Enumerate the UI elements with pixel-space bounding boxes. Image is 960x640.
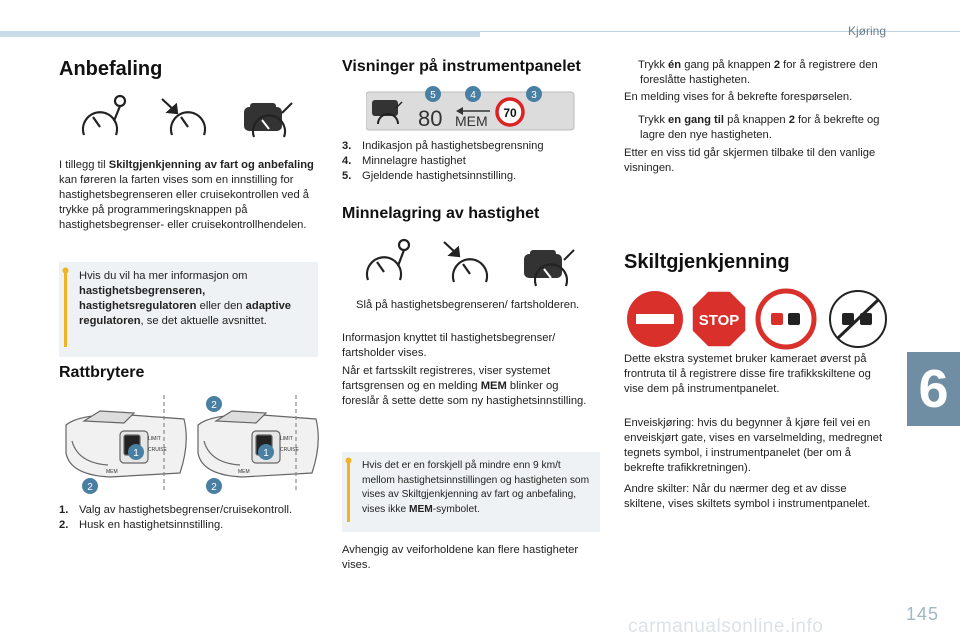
watermark: carmanualsonline.info xyxy=(628,616,824,637)
svg-text:3: 3 xyxy=(531,90,537,101)
speedometer-pin-icon-2 xyxy=(367,240,409,280)
callout-5 xyxy=(425,86,441,102)
switch-limit-label: LIMIT xyxy=(148,436,161,442)
mem-bullet-1: Slå på hastighetsbegrenseren/ fartsholderen. xyxy=(356,299,580,311)
switch-cruise-label: CRUISE xyxy=(148,447,167,453)
callout-2-right xyxy=(206,478,222,494)
callout-1-left xyxy=(128,444,144,460)
callout-1-right xyxy=(258,444,274,460)
sign-body-paragraph: Dette ekstra systemet bruker kameraet øverst på frontruta til å registrere disse fire trafikkskiltene og vise dem på instrumentpanelet. xyxy=(624,353,871,395)
callout-2-top xyxy=(206,396,222,412)
confirm-paragraph: En melding vises for å bekrefte forespørselen. xyxy=(624,91,853,103)
info-note-1 xyxy=(59,262,318,357)
heading-anbefaling: Anbefaling xyxy=(59,58,163,80)
info-icon-2 xyxy=(345,457,352,464)
display-legend xyxy=(342,139,602,184)
callout-2-left xyxy=(82,478,98,494)
heading-minnelagring: Minnelagring av hastighet xyxy=(342,205,540,222)
note-accent-bar xyxy=(64,269,67,347)
speedometer-arrow-icon-2 xyxy=(444,242,487,282)
switch-left xyxy=(66,395,186,493)
mem-paragraph-1: Informasjon knyttet til hastighetsbegrenser/ fartsholder vises. xyxy=(342,332,556,359)
note-accent-bar-2 xyxy=(347,459,350,522)
heading-visninger: Visninger på instrumentpanelet xyxy=(342,58,581,75)
press-again-bullet: Trykk en gang til på knappen 2 for å bekrefte og lagre den nye hastigheten. xyxy=(638,114,880,141)
switch-limit-label-right: LIMIT xyxy=(280,436,293,442)
heading-skiltgjenkjenning: Skiltgjenkjenning xyxy=(624,251,790,273)
minnelagring-icons xyxy=(362,236,582,292)
switch-legend xyxy=(59,503,324,533)
switch-mem-label-right: MEM xyxy=(238,469,250,475)
car-speedometer-icon xyxy=(244,103,292,137)
display-speed: 80 xyxy=(418,106,443,131)
press-once-bullet: Trykk én gang på knappen 2 for å registrere den foreslåtte hastigheten. xyxy=(638,59,878,86)
display-sign-value: 70 xyxy=(503,106,517,120)
svg-text:2: 2 xyxy=(211,482,217,493)
note-text: Hvis du vil ha mer informasjon om hastighetsbegrenseren, hastighetsregulatoren eller den adaptive regulatoren, se det aktuelle avsnittet. xyxy=(79,270,292,327)
display-mem: MEM xyxy=(455,113,488,129)
intro-paragraph: I tillegg til Skiltgjenkjenning av fart og anbefaling kan føreren la farten vises som en innstilling for hastighetsbegrenseren eller cruisekontrollen ved å trykke på programmeringsknappen på hastighetsbegrenser- eller cruisekontrollhendelen. xyxy=(59,159,314,231)
callout-4 xyxy=(465,86,481,102)
instrument-display xyxy=(366,86,576,132)
oneway-paragraph: Enveiskjøring: hvis du begynner å kjøre feil vei en enveiskjørt gate, vises en varselmelding, medregnet tegnets symbol, i instrumentpanelet (ber om å bekrefte trafikkretningen). xyxy=(624,417,883,474)
callout-3 xyxy=(526,86,542,102)
speedometer-pin-icon xyxy=(83,96,125,135)
svg-text:5: 5 xyxy=(430,90,436,101)
note-text-2: Hvis det er en forskjell på mindre enn 9 km/t mellom hastighetsinnstillingen og hastigheten som vises av Skiltgjenkjenning av fart og anbefaling, vises ikke MEM-symbolet. xyxy=(362,460,590,515)
svg-text:4: 4 xyxy=(470,90,476,101)
chapter-tab: 6 xyxy=(907,352,960,426)
speedometer-arrow-icon xyxy=(162,99,205,135)
anbefaling-icons xyxy=(78,93,308,143)
svg-text:1: 1 xyxy=(133,448,139,459)
legend-item-3: 3. Indikasjon på hastighetsbegrensning xyxy=(342,140,544,152)
no-overtaking-sign-icon xyxy=(758,291,814,347)
no-entry-sign-icon xyxy=(627,291,683,347)
svg-text:2: 2 xyxy=(87,482,93,493)
end-of-no-overtaking-sign-icon xyxy=(830,291,886,347)
info-icon xyxy=(62,267,69,274)
return-paragraph: Etter en viss tid går skjermen tilbake til den vanlige visningen. xyxy=(624,147,876,174)
legend-item-4: 4. Minnelagre hastighet xyxy=(342,155,466,167)
stop-sign-text: STOP xyxy=(698,312,740,329)
header-rule-thin xyxy=(480,31,960,32)
traffic-signs xyxy=(626,288,888,350)
svg-text:1: 1 xyxy=(263,448,269,459)
legend-item-2: 2. Husk en hastighetsinnstilling. xyxy=(59,519,224,531)
stop-sign-icon xyxy=(692,291,746,347)
header-rule xyxy=(0,31,480,37)
heading-rattbrytere: Rattbrytere xyxy=(59,364,145,381)
steering-switch-illustration xyxy=(60,393,324,497)
svg-text:2: 2 xyxy=(211,400,217,411)
mem-paragraph-3: Avhengig av veiforholdene kan flere hastigheter vises. xyxy=(342,544,579,571)
switch-mem-label: MEM xyxy=(106,469,118,475)
car-speedometer-icon-2 xyxy=(524,250,574,286)
legend-item-5: 5. Gjeldende hastighetsinnstilling. xyxy=(342,170,517,182)
other-signs-paragraph: Andre skilter: Når du nærmer deg et av disse skiltene, vises skiltets symbol i instrumentpanelet. xyxy=(624,483,871,510)
info-note-2 xyxy=(342,452,600,532)
switch-cruise-label-right: CRUISE xyxy=(280,447,299,453)
mem-paragraph-2: Når et fartsskilt registreres, viser systemet fartsgrensen og en melding MEM blinker og foreslår å sette dette som ny hastighetsinnstilling. xyxy=(342,365,587,407)
page-number: 145 xyxy=(906,604,940,624)
legend-item-1: 1. Valg av hastighetsbegrenser/cruisekontroll. xyxy=(59,504,293,516)
section-title: Kjøring xyxy=(847,24,886,38)
